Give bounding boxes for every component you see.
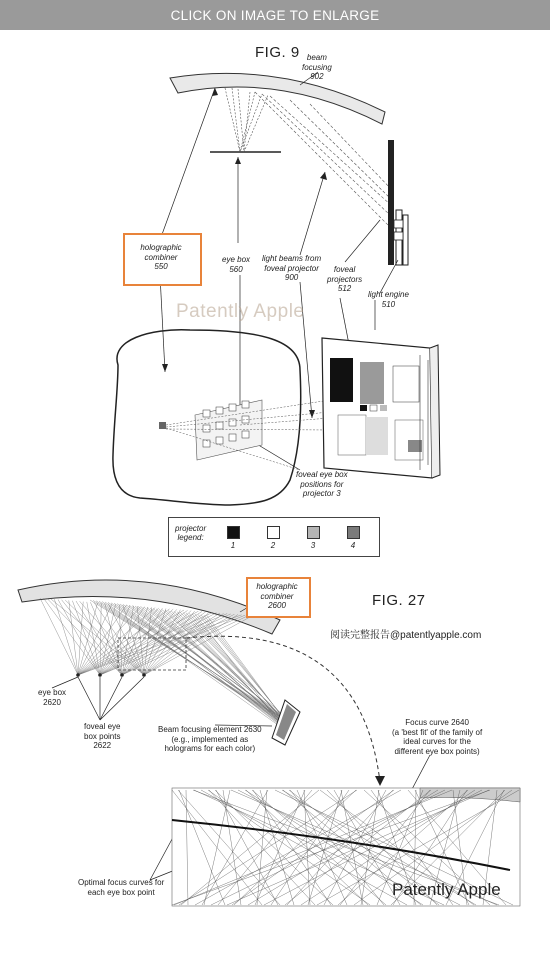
- fig9-label-foveal-projectors: foveal projectors 512: [327, 265, 363, 293]
- fig27-watermark: Patently Apple: [392, 880, 501, 899]
- legend-num-2: 2: [270, 541, 276, 550]
- fig9-title: FIG. 9: [255, 44, 300, 61]
- fig27-title: FIG. 27: [372, 592, 426, 609]
- fig9-label-light-beams: light beams from foveal projector 900: [262, 254, 322, 282]
- fig9-label-eye-box: eye box 560: [222, 255, 251, 274]
- fig27-weibo-link[interactable]: 阅读完整报告@patentlyapple.com: [330, 630, 482, 641]
- fig27-label-holographic-combiner: holographic combiner 2600: [256, 582, 298, 610]
- fig27-label-beam-focusing-element: Beam focusing element 2630 (e.g., implemented as holograms for each color): [158, 725, 262, 753]
- legend-num-1: 1: [230, 541, 236, 550]
- fig9-label-holographic-combiner: holographic combiner 550: [140, 243, 182, 271]
- fig9-label-light-engine: light engine 510: [368, 290, 409, 309]
- fig27-label-eye-box: eye box 2620: [38, 688, 67, 707]
- banner-text: CLICK ON IMAGE TO ENLARGE: [170, 7, 380, 23]
- legend-swatch-4: [347, 526, 360, 539]
- fig9-label-foveal-eye-box-positions: foveal eye box positions for projector 3: [296, 470, 348, 498]
- fig9-watermark: Patently Apple: [176, 301, 305, 322]
- fig27-label-foveal-eye-box-points: foveal eye box points 2622: [84, 722, 121, 750]
- fig9-label-beam-focusing: beam focusing 902: [302, 53, 332, 81]
- fig27-label-optimal-focus-curves: Optimal focus curves for each eye box point: [78, 878, 165, 897]
- projector-legend: [168, 517, 380, 557]
- fig9-light-engine-panel: [388, 140, 394, 265]
- legend-swatch-2: [267, 526, 280, 539]
- legend-title: projector legend:: [175, 524, 207, 542]
- legend-num-4: 4: [350, 541, 356, 550]
- legend-swatch-3: [307, 526, 320, 539]
- fig27-label-focus-curve: Focus curve 2640 (a 'best fit' of the family of ideal curves for the different eye box points): [392, 718, 483, 756]
- fig27-drawing: [0, 560, 550, 960]
- fig9-combiner-lens: [170, 73, 385, 124]
- legend-swatch-1: [227, 526, 240, 539]
- legend-num-3: 3: [310, 541, 316, 550]
